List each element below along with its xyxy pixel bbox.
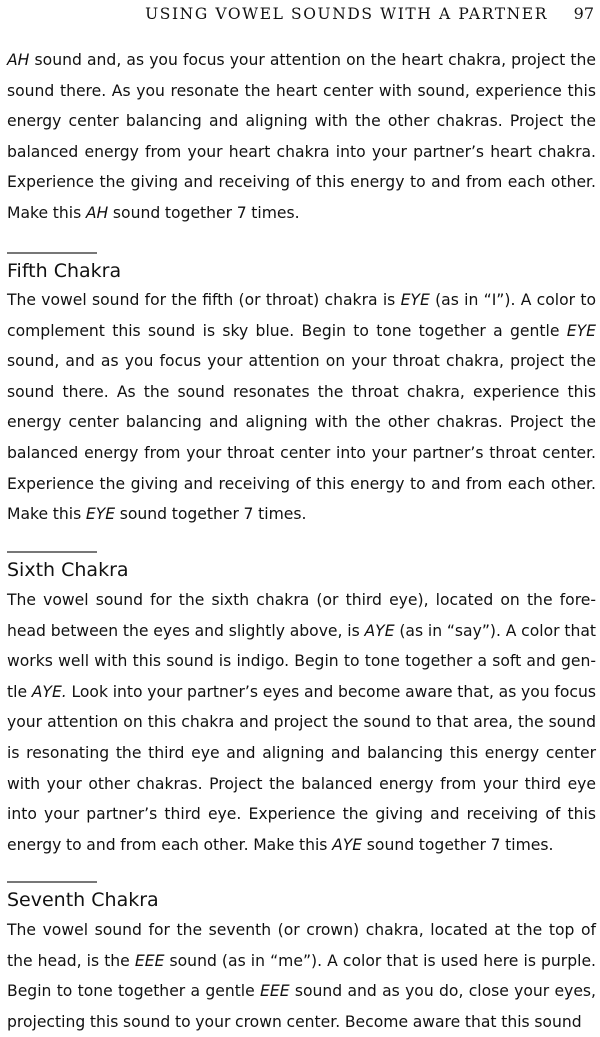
fifth-text: The vowel sound for the fifth (or throat) chakra is [7, 291, 401, 309]
vowel-aye: AYE. [31, 682, 67, 701]
intro-text: sound and, as you focus your attention on the heart chakra, project the sound there. As you resonate the heart center with sound, experience this energy center balancing and aligning with the other chakras. Project the balanced energy from your heart chakra into your partner’s heart chakra. Experience the giving and receiving of this energy to and from each other. Make this [7, 51, 596, 222]
sixth-text: sound together 7 times. [362, 835, 554, 854]
fifth-text: sound, and as you focus your attention on your throat chakra, project the sound there. As the sound resonates the throat chakra, experience this energy center balancing and aligning with the other chakras. Project the balanced energy from your throat center into your partner’s throat center. Experience the giving and receiving of this energy to and from each other. Make this [7, 352, 596, 524]
running-head [0, 4, 600, 28]
intro-text: sound together 7 times. [108, 203, 300, 222]
seventh-text: The vowel sound for the seventh (or crown) chakra, located at the top of the head, is the [7, 921, 596, 970]
heading-fifth-chakra: Fifth Chakra [7, 260, 122, 282]
vowel-ah: AH [7, 51, 30, 69]
vowel-eye: EYE [85, 505, 116, 524]
running-title: USING VOWEL SOUNDS WITH A PARTNER [145, 5, 548, 23]
intro-paragraph [7, 45, 596, 229]
seventh-text: sound (as in “me”). A color that is used here is purple. Begin to tone together a gentle [7, 951, 597, 1001]
vowel-aye: AYE [332, 835, 363, 854]
seventh-chakra-paragraph [7, 915, 596, 1037]
seventh-text: sound and as you do, close your eyes, projecting this sound to your crown center. Become aware that this sound [7, 982, 596, 1031]
sixth-text: The vowel sound for the sixth chakra (or third eye), located on the forehead between the eyes and slightly above, is [7, 591, 596, 640]
vowel-eee: EEE [260, 982, 290, 1001]
fifth-text: (as in “I”). A color to complement this sound is sky blue. Begin to tone together a gentle [7, 291, 597, 340]
sixth-chakra-paragraph [7, 585, 596, 860]
vowel-eye: EYE [566, 321, 596, 340]
section-rule [7, 252, 97, 254]
vowel-ah: AH [85, 203, 109, 222]
section-rule [7, 551, 97, 553]
sixth-text: Look into your partner’s eyes and become aware that, as you focus your attention on this chakra and project the sound to that area, the sound is resonating the third eye and aligning and balancing this energy center with your other chakras. Project the balanced energy from your third eye into your partner’s third eye. Experience the giving and receiving of this energy to and from each other. Make this [7, 682, 596, 854]
vowel-aye: AYE [364, 621, 395, 640]
heading-seventh-chakra: Seventh Chakra [7, 889, 159, 911]
fifth-chakra-paragraph [7, 285, 596, 530]
heading-sixth-chakra: Sixth Chakra [7, 559, 129, 581]
page-number: 97 [573, 4, 594, 23]
vowel-eye: EYE [400, 291, 430, 309]
sixth-text: (as in “say”). A color that works well with this sound is indigo. Begin to tone together a soft and gentle [7, 621, 597, 701]
vowel-eee: EEE [134, 951, 165, 970]
section-rule [7, 881, 97, 883]
fifth-text: sound together 7 times. [115, 505, 307, 524]
